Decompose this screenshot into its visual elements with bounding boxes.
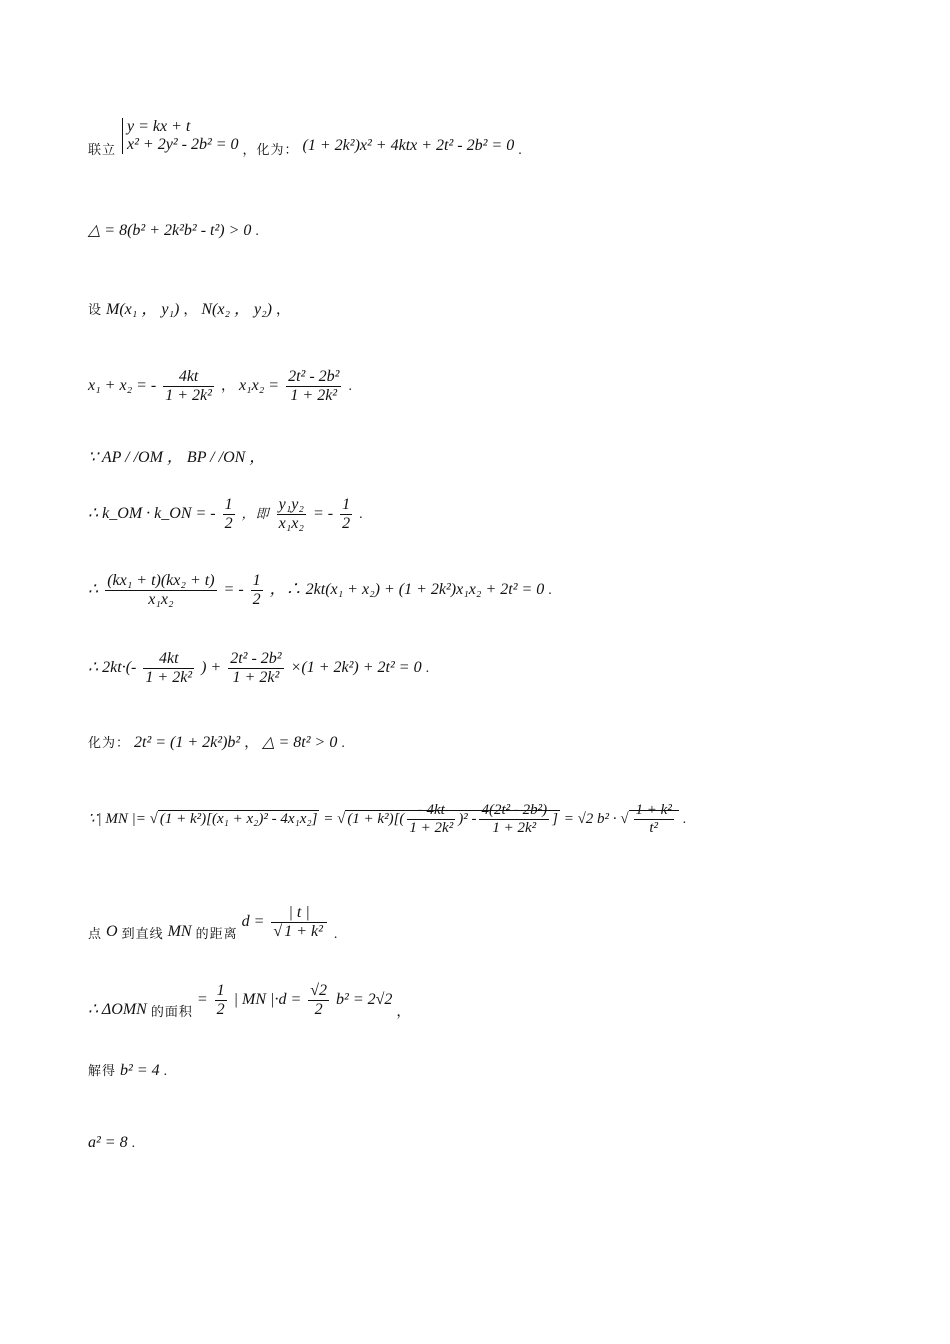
substitute-c: ×(1 + 2k²) + 2t² = 0 <box>290 659 422 677</box>
line-expand <box>88 572 552 609</box>
point-m: M(x₁ ， y₁) <box>106 301 180 318</box>
equation-system <box>122 118 239 154</box>
text-distance: 的距离 <box>195 927 238 943</box>
fraction-sum <box>143 650 194 687</box>
line-vieta <box>88 368 352 405</box>
line-substitute <box>88 650 429 687</box>
fraction-half <box>251 572 263 609</box>
distance-d: d = <box>241 913 265 931</box>
fraction-numerator: 1 <box>252 572 261 589</box>
radicand-c: ] <box>552 810 558 827</box>
equals-minus: = - <box>223 581 244 599</box>
radicand <box>345 802 560 836</box>
line-parallel <box>88 444 265 467</box>
text-area: 的面积 <box>150 1005 193 1021</box>
fraction-denominator: 2 <box>252 591 261 608</box>
fraction-numerator: (kx₁ + t)(kx₂ + t) <box>107 572 215 589</box>
period: . <box>255 224 259 239</box>
fraction-numerator: - 4kt <box>407 802 455 820</box>
fraction-denominator: √ 1 + k² <box>273 923 323 940</box>
system-line-2: x² + 2y² - 2b² = 0 <box>127 136 239 153</box>
statement-parallel: ∵ AP / /OM ， BP / /ON ， <box>88 449 266 466</box>
period: . <box>163 1064 168 1079</box>
sqrt-chord: √ (1 + k²)[(x₁ + x₂)² - 4x₁x₂] <box>149 810 318 827</box>
equation-expanded: ，∴ 2kt(x₁ + x₂) + (1 + 2k²)x₁x₂ + 2t² = 0 <box>269 581 545 599</box>
fraction-denominator: 1 + 2k² <box>165 387 212 404</box>
system-line-1: y = kx + t <box>127 118 191 135</box>
fraction-product <box>479 802 549 837</box>
area-product: | MN |·d = <box>233 991 302 1009</box>
chord-lhs: ∵| MN |= <box>88 810 146 827</box>
period: . <box>333 927 338 943</box>
equation-simplified: 2t² = (1 + 2k²)b² <box>134 734 241 751</box>
fraction-ratio <box>634 802 674 837</box>
fraction-product <box>286 368 341 405</box>
fraction-half <box>215 982 227 1019</box>
product-lhs: x₁x₂ = <box>238 377 280 395</box>
fraction-denominator: 2 <box>342 515 351 532</box>
line-solve-b <box>88 1060 167 1080</box>
fraction-numerator: 2t² - 2b² <box>230 650 282 667</box>
fraction-denominator: t² <box>649 820 659 836</box>
fraction-denominator: 1 + 2k² <box>409 820 454 836</box>
line-simplify <box>88 732 345 752</box>
fraction-half <box>223 496 235 533</box>
fraction-numerator: 4kt <box>143 650 194 669</box>
point-o: O <box>106 923 118 941</box>
period: . <box>359 507 363 523</box>
fraction-numerator: 1 + k² <box>635 802 672 818</box>
fraction-distance <box>271 904 326 941</box>
period: . <box>548 583 552 599</box>
fraction-denominator: 1 + 2k² <box>290 387 338 404</box>
fraction-numerator: 2t² - 2b² <box>288 368 340 385</box>
equals: = <box>323 810 334 827</box>
fraction-half <box>340 496 352 533</box>
fraction-denominator: 1 + 2k² <box>232 669 280 686</box>
fraction-expand <box>105 572 216 609</box>
fraction-denominator: 1 + 2k² <box>492 820 537 836</box>
point-n: N(x₂ ， y₂) <box>201 301 273 318</box>
fraction-numerator: 1 <box>224 496 233 513</box>
substitute-b: ) + <box>201 659 222 677</box>
text-huawei: 化为： <box>88 736 131 751</box>
text-lianli: 联立 <box>88 142 117 158</box>
radicand-b: )² - <box>458 810 477 827</box>
period: . <box>131 1136 136 1151</box>
discriminant-positive: △ = 8t² > 0 <box>262 734 338 751</box>
fraction-sum <box>407 802 455 837</box>
triangle-omn: ∴ ΔOMN <box>88 1001 147 1019</box>
text-huawei: ，化为： <box>242 142 299 158</box>
comma: ， <box>396 1005 411 1021</box>
text-ji: ，即 <box>241 507 270 523</box>
comma: ， <box>183 303 198 318</box>
sum-lhs: x₁ + x₂ = - <box>88 377 157 395</box>
line-points <box>88 296 290 319</box>
fraction-numerator: 1 <box>216 982 225 999</box>
substitute-a: ∴ 2kt·(- <box>88 659 137 677</box>
line-chord-length <box>88 802 686 837</box>
line-solve-a <box>88 1134 135 1152</box>
fraction-product <box>228 650 283 687</box>
chord-result: = √2 b² · <box>563 810 617 827</box>
fraction-denominator: 2 <box>224 515 233 532</box>
text-to-line: 到直线 <box>121 927 164 943</box>
fraction-numerator: 1 <box>342 496 351 513</box>
fraction-ratio <box>277 496 306 533</box>
fraction-denominator: 2 <box>314 1001 323 1018</box>
line-system <box>88 118 522 158</box>
period: . <box>348 379 352 395</box>
radicand: 1 + k² <box>284 923 323 940</box>
fraction-numerator: 4kt <box>163 368 214 387</box>
line-mn: MN <box>167 923 192 941</box>
fraction-numerator: | t | <box>271 904 326 923</box>
equals: = <box>196 991 208 1009</box>
fraction-denominator: 1 + 2k² <box>145 669 193 686</box>
period: . <box>425 661 430 677</box>
sqrt-ratio: √ $\frac{\text{1 + k²}}{\text{t²}}$ <box>620 802 679 837</box>
fraction-root2 <box>308 982 329 1019</box>
sqrt-chord-substituted: √ (1 + k²)[( $\frac{- 4kt}{\text{1 + 2k²}}$ )² - $\frac{\text{4(2t² - 2b²)}}{\text{1 + 2k²}}$ ] <box>337 802 558 836</box>
fraction-denominator: 2 <box>216 1001 225 1018</box>
fraction-numerator: 4(2t² - 2b²) <box>481 802 548 818</box>
radicand <box>629 802 679 836</box>
fraction-numerator: √2 <box>310 982 328 999</box>
comma: ， <box>220 379 235 395</box>
fraction-denominator: x₁x₂ <box>148 591 174 608</box>
equation-a-squared: a² = 8 <box>88 1134 128 1151</box>
text-she: 设 <box>88 303 103 318</box>
line-distance <box>88 904 337 941</box>
area-result: b² = 2√2 <box>336 991 393 1009</box>
equation-discriminant: △ = 8(b² + 2k²b² - t²) > 0 <box>88 222 252 239</box>
text-jiede: 解得 <box>88 1064 117 1079</box>
text-dian: 点 <box>88 927 103 943</box>
fraction-numerator: y₁y₂ <box>278 496 304 513</box>
therefore: ∴ <box>88 581 99 599</box>
slope-product: ∴ k_OM · k_ON = - <box>88 505 216 523</box>
comma: ， <box>276 303 291 318</box>
line-area <box>88 982 410 1019</box>
radicand-a: (1 + k²)[( <box>347 810 405 827</box>
period: . <box>518 142 522 158</box>
line-slopes <box>88 496 363 533</box>
comma: ， <box>244 736 259 751</box>
period: . <box>341 736 345 751</box>
radicand: (1 + k²)[(x₁ + x₂)² - 4x₁x₂] <box>159 810 318 827</box>
equation-b-squared: b² = 4 <box>120 1062 160 1079</box>
period: . <box>682 811 687 827</box>
fraction-denominator: x₁x₂ <box>278 515 304 532</box>
line-discriminant <box>88 220 259 240</box>
equation-quadratic: (1 + 2k²)x² + 4ktx + 2t² - 2b² = 0 <box>302 136 515 154</box>
equals-minus: = - <box>312 505 334 523</box>
fraction-sum <box>163 368 214 405</box>
